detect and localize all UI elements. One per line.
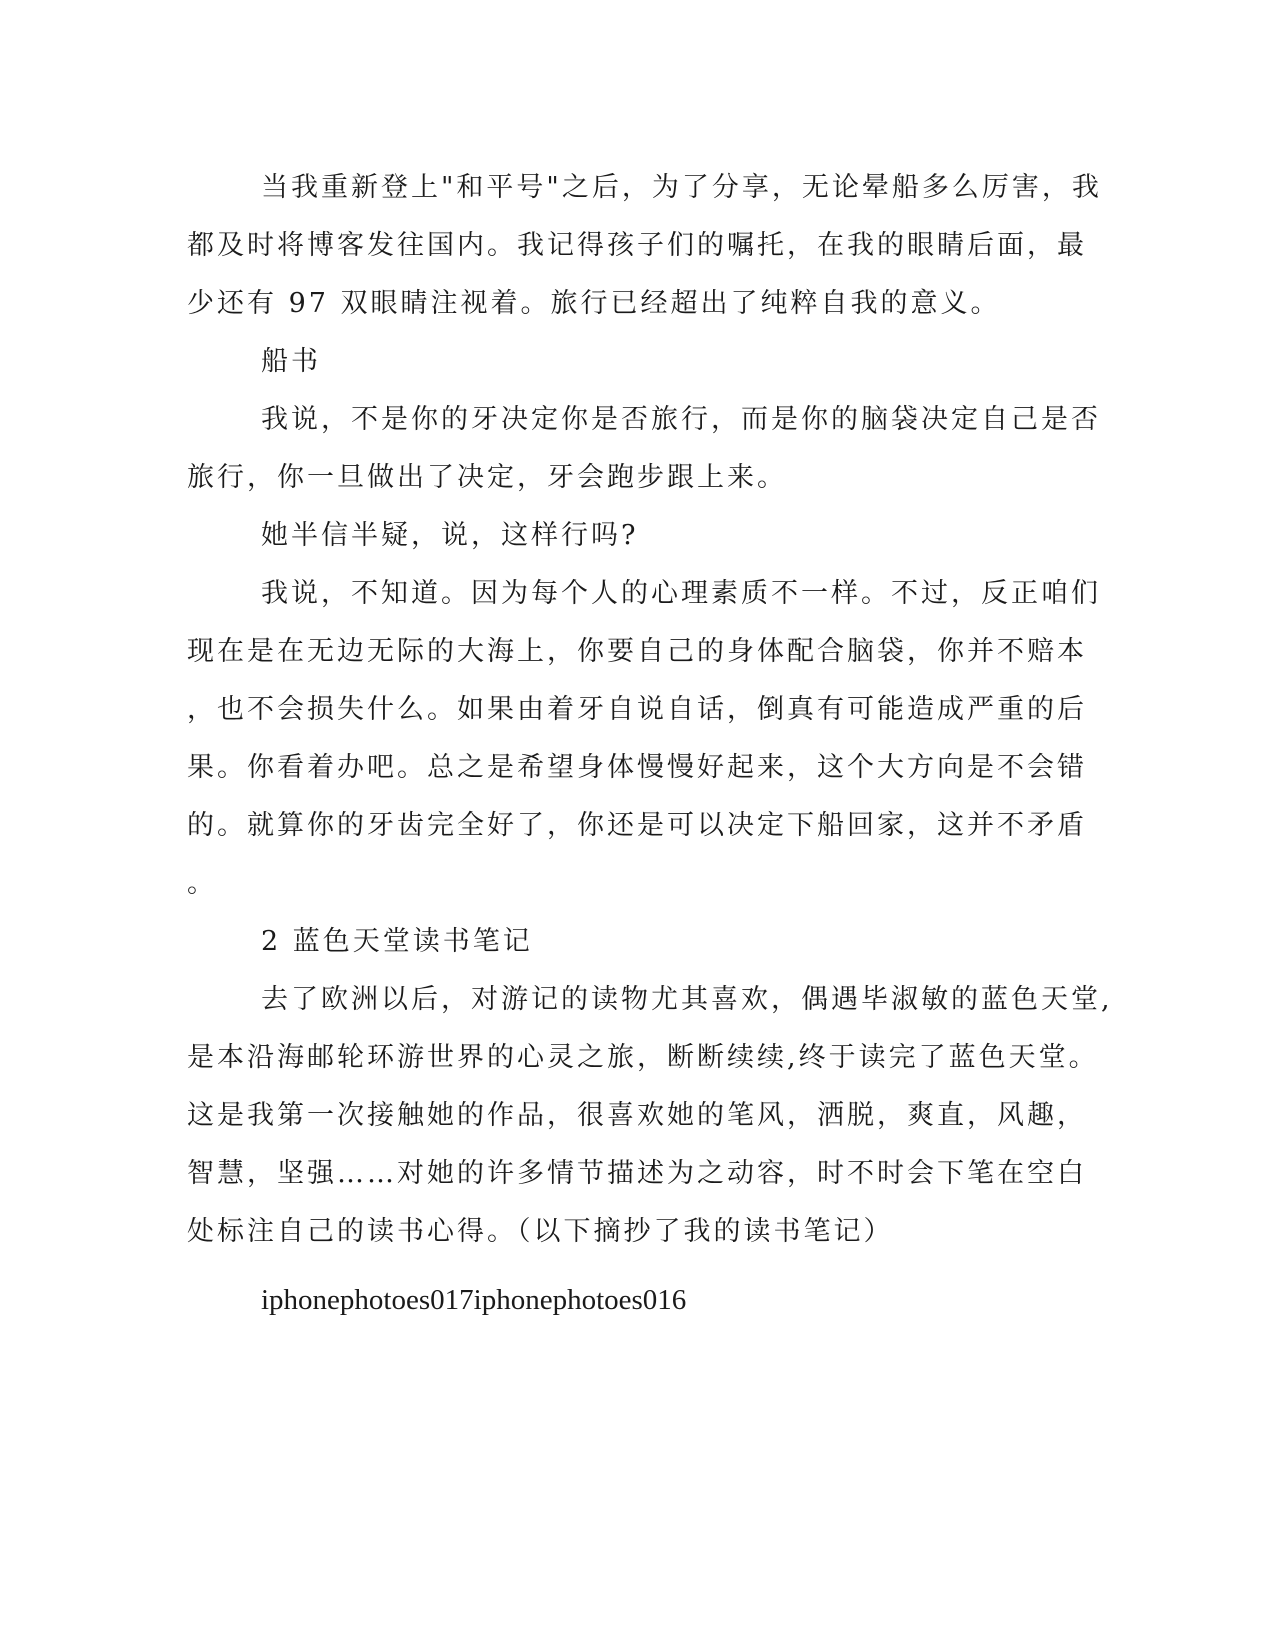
paragraph-line: 去了欧洲以后，对游记的读物尤其喜欢，偶遇毕淑敏的蓝色天堂, xyxy=(261,984,1113,1015)
section-heading: 2 蓝色天堂读书笔记 xyxy=(261,926,533,957)
paragraph-line: 的。就算你的牙齿完全好了，你还是可以决定下船回家，这并不矛盾 xyxy=(187,810,1087,841)
paragraph-line: 是本沿海邮轮环游世界的心灵之旅，断断续续,终于读完了蓝色天堂。 xyxy=(187,1042,1099,1073)
paragraph-line: 现在是在无边无际的大海上，你要自己的身体配合脑袋，你并不赔本 xyxy=(187,636,1087,667)
paragraph-line: 都及时将博客发往国内。我记得孩子们的嘱托，在我的眼睛后面，最 xyxy=(187,230,1087,261)
paragraph-line: 果。你看着办吧。总之是希望身体慢慢好起来，这个大方向是不会错 xyxy=(187,752,1087,783)
paragraph-line: 我说，不是你的牙决定你是否旅行，而是你的脑袋决定自己是否 xyxy=(261,404,1101,435)
paragraph-line: 少还有 97 双眼睛注视着。旅行已经超出了纯粹自我的意义。 xyxy=(187,288,1001,319)
paragraph-line: ，也不会损失什么。如果由着牙自说自话，倒真有可能造成严重的后 xyxy=(187,694,1087,725)
paragraph-line: 她半信半疑，说，这样行吗? xyxy=(261,520,639,551)
paragraph-line: 当我重新登上"和平号"之后，为了分享，无论晕船多么厉害，我 xyxy=(261,172,1102,203)
image-filenames: iphonephotoes017iphonephotoes016 xyxy=(261,1284,687,1316)
paragraph-line: 旅行，你一旦做出了决定，牙会跑步跟上来。 xyxy=(187,462,787,493)
paragraph-line: 。 xyxy=(187,868,217,899)
section-heading: 船书 xyxy=(261,346,321,377)
paragraph-line: 处标注自己的读书心得。（以下摘抄了我的读书笔记） xyxy=(187,1216,894,1247)
paragraph-line: 这是我第一次接触她的作品，很喜欢她的笔风，洒脱，爽直，风趣， xyxy=(187,1100,1087,1131)
paragraph-line: 智慧，坚强……对她的许多情节描述为之动容，时不时会下笔在空白 xyxy=(187,1158,1087,1189)
paragraph-line: 我说，不知道。因为每个人的心理素质不一样。不过，反正咱们 xyxy=(261,578,1101,609)
